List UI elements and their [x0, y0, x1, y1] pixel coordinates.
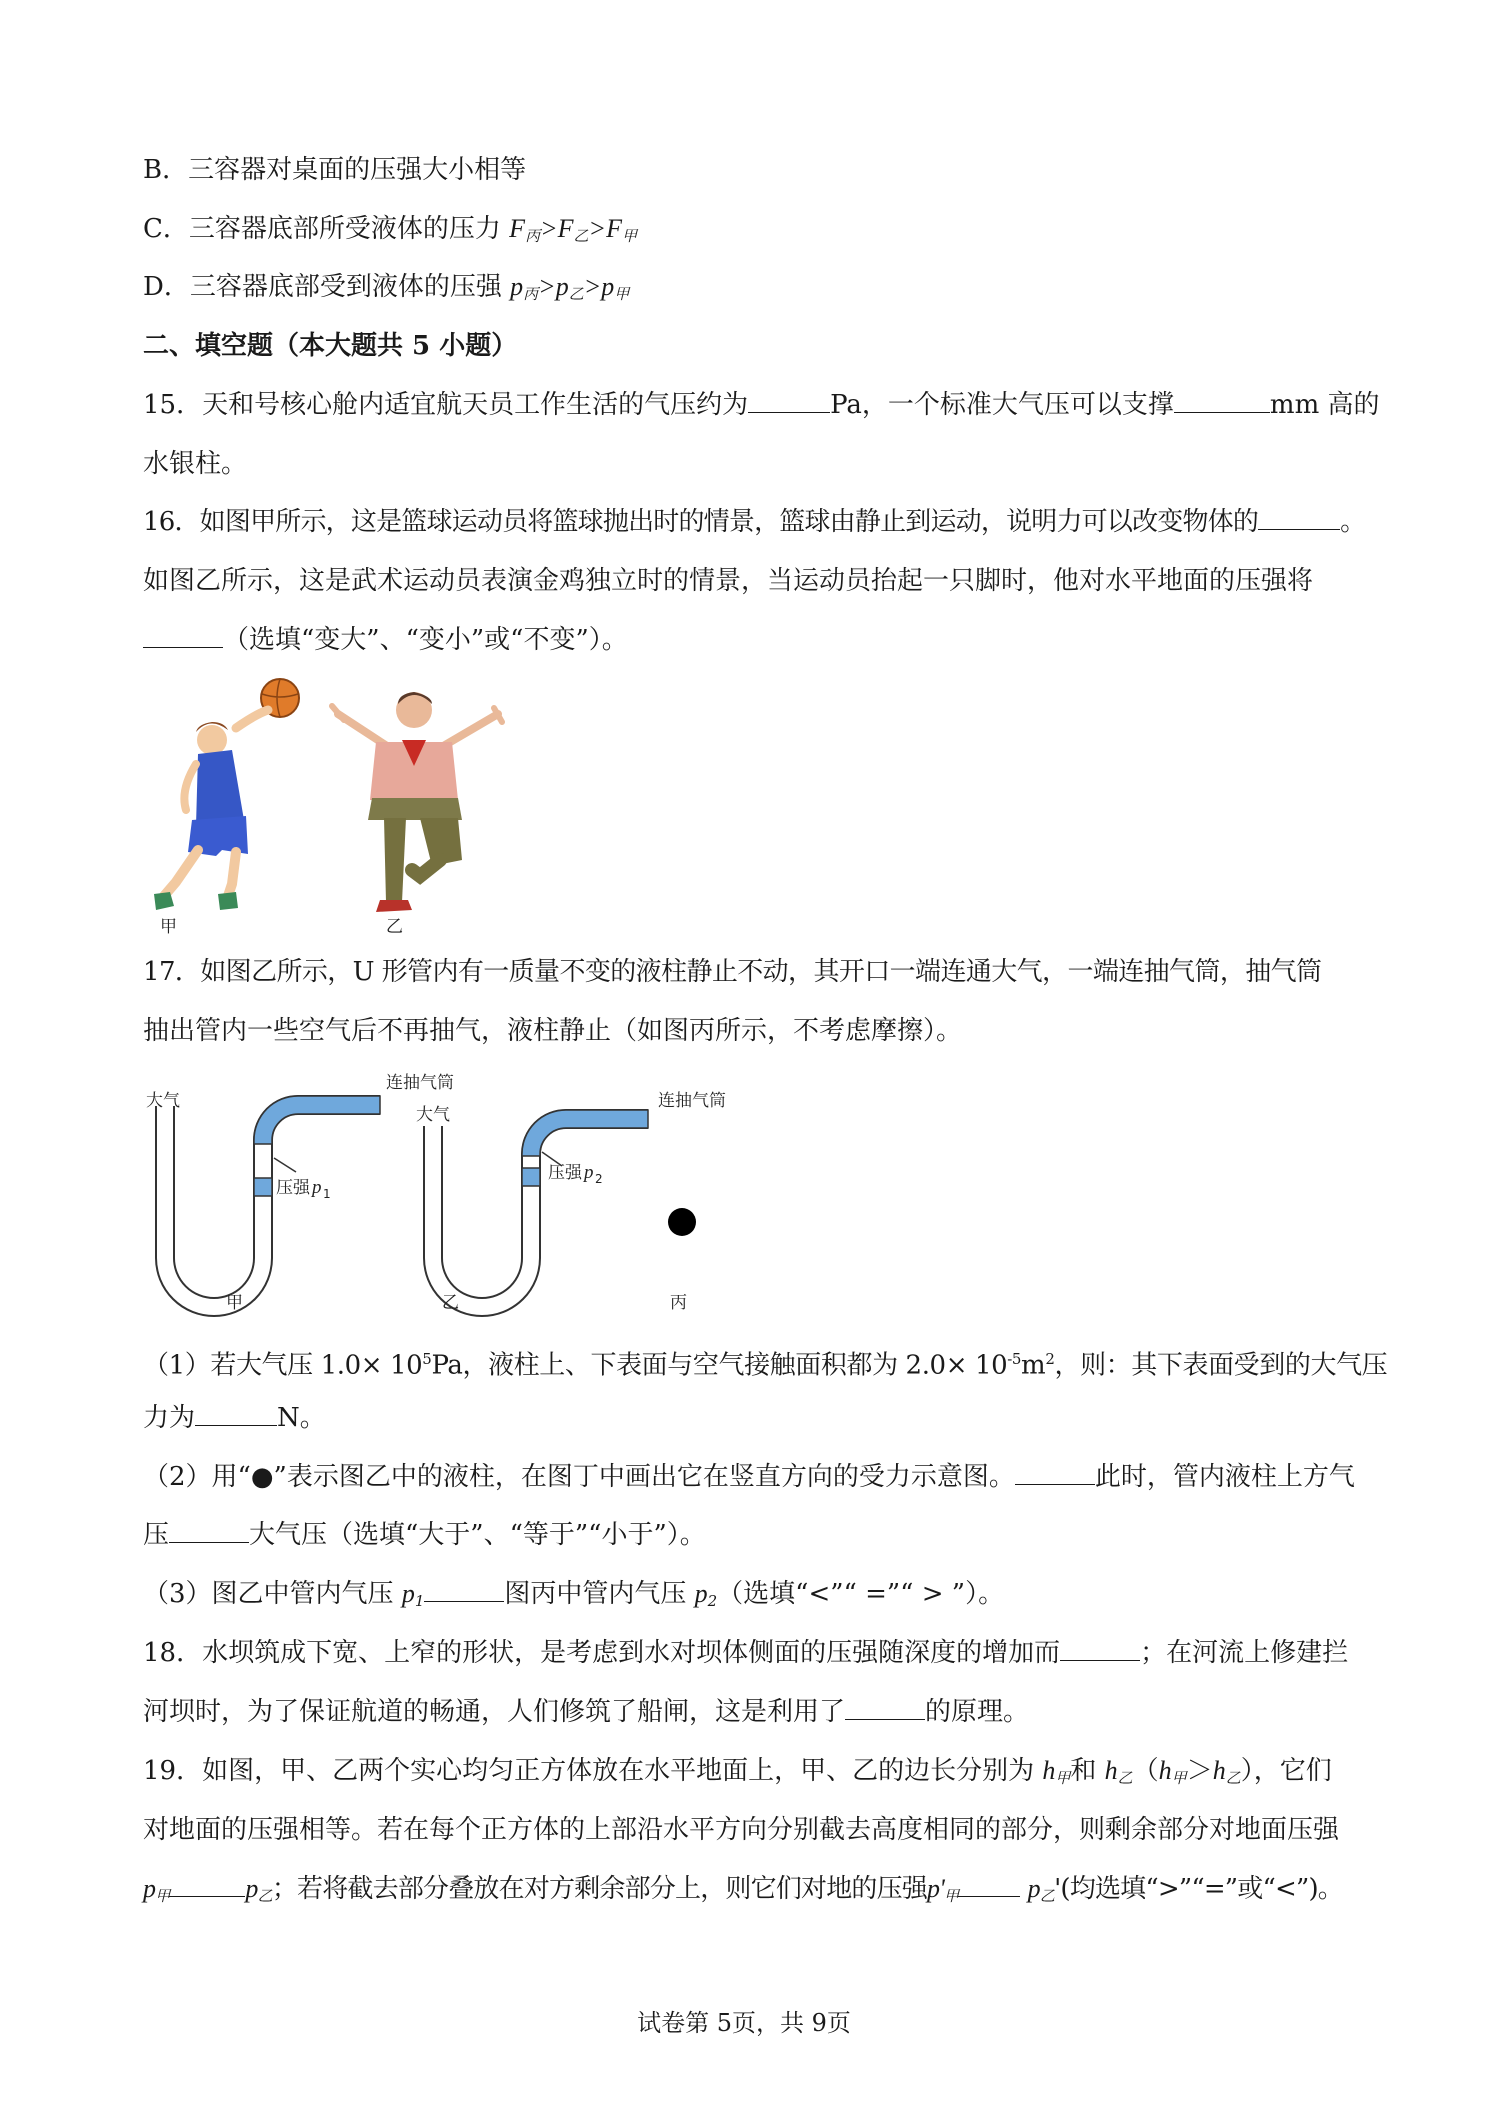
subscript-2: 2 [707, 1592, 718, 1610]
q17-sub-1 [143, 1341, 1388, 1384]
q19-text-b: ），它们 [1240, 1756, 1332, 1786]
subscript-bing: 丙 [523, 285, 539, 303]
q17-sub1-text-b: Pa，液柱上、下表面与空气接触面积都为 2.0× 10 [431, 1350, 1008, 1381]
gt-sign: > [583, 272, 602, 301]
symbol-p: p [245, 1874, 258, 1903]
question-18-line-2 [143, 1694, 1353, 1730]
option-c-text: C．三容器底部所受液体的压力 [143, 214, 510, 244]
label-atmosphere: 大气 [146, 1091, 180, 1111]
u-tube-jia [156, 1096, 380, 1316]
answer-blank[interactable] [143, 623, 223, 648]
gt-sign: > [538, 272, 556, 301]
figure-label-bing: 丙 [670, 1293, 687, 1313]
answer-blank[interactable] [845, 1695, 925, 1720]
subscript-yi: 乙 [1117, 1769, 1133, 1787]
subscript-1: 1 [414, 1592, 425, 1610]
exponent: -5 [1007, 1350, 1022, 1368]
exponent: 5 [422, 1350, 432, 1368]
question-15-line-2 [143, 446, 1353, 482]
q16-text-1-end: 。 [1340, 507, 1366, 537]
q17-sub-2 [143, 1459, 1353, 1495]
q16-text-1: 16．如图甲所示，这是篮球运动员将篮球抛出时的情景，篮球由静止到运动，说明力可以改变物体的 [143, 507, 1259, 537]
q19-text-d: ；若将截去部分叠放在对方剩余部分上，则它们对地的压强 [271, 1874, 928, 1904]
q19-text-c: 对地面的压强相等。若在每个正方体的上部沿水平方向分别截去高度相同的部分，则剩余部分对地面压强 [143, 1815, 1340, 1845]
q16-text-3: （选填“变大”、“变小”或“不变”）。 [223, 625, 628, 655]
q15-text-2: Pa，一个标准大气压可以支撑 [830, 390, 1174, 420]
subscript-yi: 乙 [1039, 1887, 1055, 1905]
q17-sub1-text-e: 力为 [143, 1403, 196, 1433]
label-p: p [312, 1177, 322, 1198]
paren: （ [1132, 1756, 1159, 1786]
question-17-line-2 [143, 1013, 1353, 1049]
page-footer: 试卷第 5页，共 9页 [637, 2009, 851, 2037]
q15-text-3: mm 高的 [1269, 390, 1380, 420]
q17-sub1-text-a: （1）若大气压 1.0× 10 [143, 1350, 423, 1381]
basketball-player-illustration [154, 679, 299, 910]
q17-sub3-text-b: 图丙中管内气压 [504, 1579, 695, 1609]
label-pump: 连抽气筒 [386, 1073, 454, 1093]
answer-blank[interactable] [424, 1577, 504, 1602]
q17-sub1-text-d: ，则：其下表面受到的大气压 [1054, 1350, 1388, 1381]
q15-text-4: 水银柱。 [143, 449, 248, 479]
option-d-text: D．三容器底部受到液体的压强 [143, 272, 511, 302]
q17-sub1-text-f: N。 [277, 1403, 326, 1433]
answer-blank[interactable] [1060, 1636, 1140, 1661]
figure-label-yi: 乙 [386, 917, 403, 937]
question-16-line-3 [143, 622, 1353, 658]
symbol-p: p [510, 272, 524, 301]
q17-sub3-text-a: （3）图乙中管内气压 [143, 1579, 402, 1609]
q18-text-b: ；在河流上修建拦 [1140, 1638, 1349, 1668]
label-pressure: 压强 [548, 1163, 582, 1183]
q19-text-a: 19．如图，甲、乙两个实心均匀正方体放在水平地面上，甲、乙的边长分别为 [143, 1756, 1043, 1786]
label-sub-1: 1 [323, 1187, 331, 1201]
q17-sub2-text-d: 大气压（选填“大于”、“等于”“小于”）。 [249, 1520, 706, 1550]
q17-text-1: 17．如图乙所示，U 形管内有一质量不变的液柱静止不动，其开口一端连通大气，一端连抽气筒，抽气筒 [143, 957, 1322, 987]
gt-sign: > [540, 214, 558, 243]
subscript-jia: 甲 [621, 227, 637, 245]
symbol-p: p [143, 1874, 156, 1903]
q17-sub-2-line-2 [143, 1517, 1353, 1553]
label-pressure: 压强 [276, 1178, 310, 1198]
figure-label-jia: 甲 [226, 1293, 243, 1313]
label-atmosphere: 大气 [416, 1105, 450, 1125]
option-d [143, 269, 1353, 312]
liquid-column-dot [668, 1208, 696, 1236]
subscript-jia: 甲 [1055, 1769, 1071, 1787]
q18-text-c: 河坝时，为了保证航道的畅通，人们修筑了船闸，这是利用了 [143, 1697, 846, 1727]
symbol-f: F [606, 214, 622, 243]
subscript-yi: 乙 [568, 285, 584, 303]
gt-sign: > [588, 214, 607, 243]
symbol-h: h [1158, 1756, 1172, 1785]
q17-sub3-text-c: （选填“<”“ =”“ > ”）。 [717, 1579, 1005, 1609]
question-18 [143, 1635, 1353, 1671]
subscript-yi: 乙 [257, 1887, 272, 1905]
subscript-yi: 乙 [1225, 1769, 1241, 1787]
answer-blank[interactable] [1174, 388, 1270, 413]
answer-blank[interactable] [195, 1401, 277, 1426]
symbol-p: p [1027, 1874, 1040, 1903]
subscript-jia: 甲 [1171, 1769, 1187, 1787]
option-b [143, 152, 1353, 188]
answer-blank[interactable] [748, 388, 830, 413]
subscript-yi: 乙 [573, 227, 589, 245]
q16-text-2: 如图乙所示，这是武术运动员表演金鸡独立时的情景，当运动员抬起一只脚时，他对水平地面的压强将 [143, 566, 1314, 596]
q17-sub2-text-a: （2）用“●”表示图乙中的液柱，在图丁中画出它在竖直方向的受力示意图。 [143, 1462, 1015, 1492]
q18-text-a: 18．水坝筑成下宽、上窄的形状，是考虑到水对坝体侧面的压强随深度的增加而 [143, 1638, 1061, 1668]
q17-figure [140, 1068, 760, 1328]
symbol-f: F [557, 214, 574, 243]
subscript-jia: 甲 [614, 285, 630, 303]
q17-sub2-text-c: 压 [143, 1520, 170, 1550]
question-19-line-2 [143, 1812, 1353, 1848]
option-b-text: B．三容器对桌面的压强大小相等 [143, 155, 527, 185]
symbol-p: p [694, 1579, 708, 1608]
q17-text-2: 抽出管内一些空气后不再抽气，液柱静止（如图丙所示，不考虑摩擦）。 [143, 1016, 963, 1046]
symbol-p: p [555, 272, 569, 301]
subscript-jia: 甲 [155, 1887, 170, 1905]
label-p: p [584, 1162, 594, 1183]
subscript-jia: 甲 [943, 1887, 959, 1905]
symbol-f: F [509, 214, 526, 243]
symbol-h: h [1212, 1756, 1226, 1785]
symbol-p: p [401, 1579, 415, 1608]
q18-text-d: 的原理。 [925, 1697, 1030, 1727]
question-16-line-2 [143, 563, 1353, 599]
symbol-p-prime: p' [927, 1874, 944, 1903]
section-heading [143, 328, 1353, 364]
symbol-h: h [1042, 1756, 1056, 1785]
exponent: 2 [1045, 1350, 1055, 1368]
label-sub-2: 2 [595, 1172, 603, 1186]
question-19-line-3 [143, 1871, 1353, 1914]
answer-blank[interactable] [1015, 1460, 1095, 1485]
figure-label-yi: 乙 [442, 1293, 459, 1313]
answer-blank[interactable] [169, 1518, 249, 1543]
q17-sub-1-line-2 [143, 1400, 1353, 1436]
q16-figure [140, 670, 540, 940]
q17-sub-3 [143, 1576, 1353, 1619]
answer-blank[interactable] [169, 1872, 245, 1897]
answer-blank[interactable] [958, 1872, 1020, 1897]
question-17 [143, 954, 1353, 990]
martial-artist-illustration [332, 692, 502, 912]
q17-sub2-text-b: 此时，管内液柱上方气 [1094, 1462, 1355, 1492]
q19-text-and: 和 [1070, 1756, 1105, 1786]
q15-text-1: 15．天和号核心舱内适宜航天员工作生活的气压约为 [143, 390, 749, 420]
figure-label-jia: 甲 [160, 917, 177, 937]
q17-sub1-text-c: m [1021, 1350, 1046, 1381]
question-15 [143, 387, 1380, 423]
subscript-bing: 丙 [525, 227, 541, 245]
q19-text-e: '(均选填“>”“=”或“<”)。 [1054, 1874, 1344, 1904]
symbol-p: p [601, 272, 615, 301]
answer-blank[interactable] [1258, 505, 1340, 530]
question-16 [143, 504, 1366, 540]
label-pump: 连抽气筒 [658, 1091, 726, 1111]
section-title: 二、填空题（本大题共 5 小题） [143, 331, 518, 361]
gt-sign: ＞ [1186, 1756, 1213, 1786]
u-tube-yi [424, 1110, 648, 1316]
question-19 [143, 1753, 1353, 1796]
symbol-h: h [1104, 1756, 1118, 1785]
option-c [143, 211, 1353, 254]
